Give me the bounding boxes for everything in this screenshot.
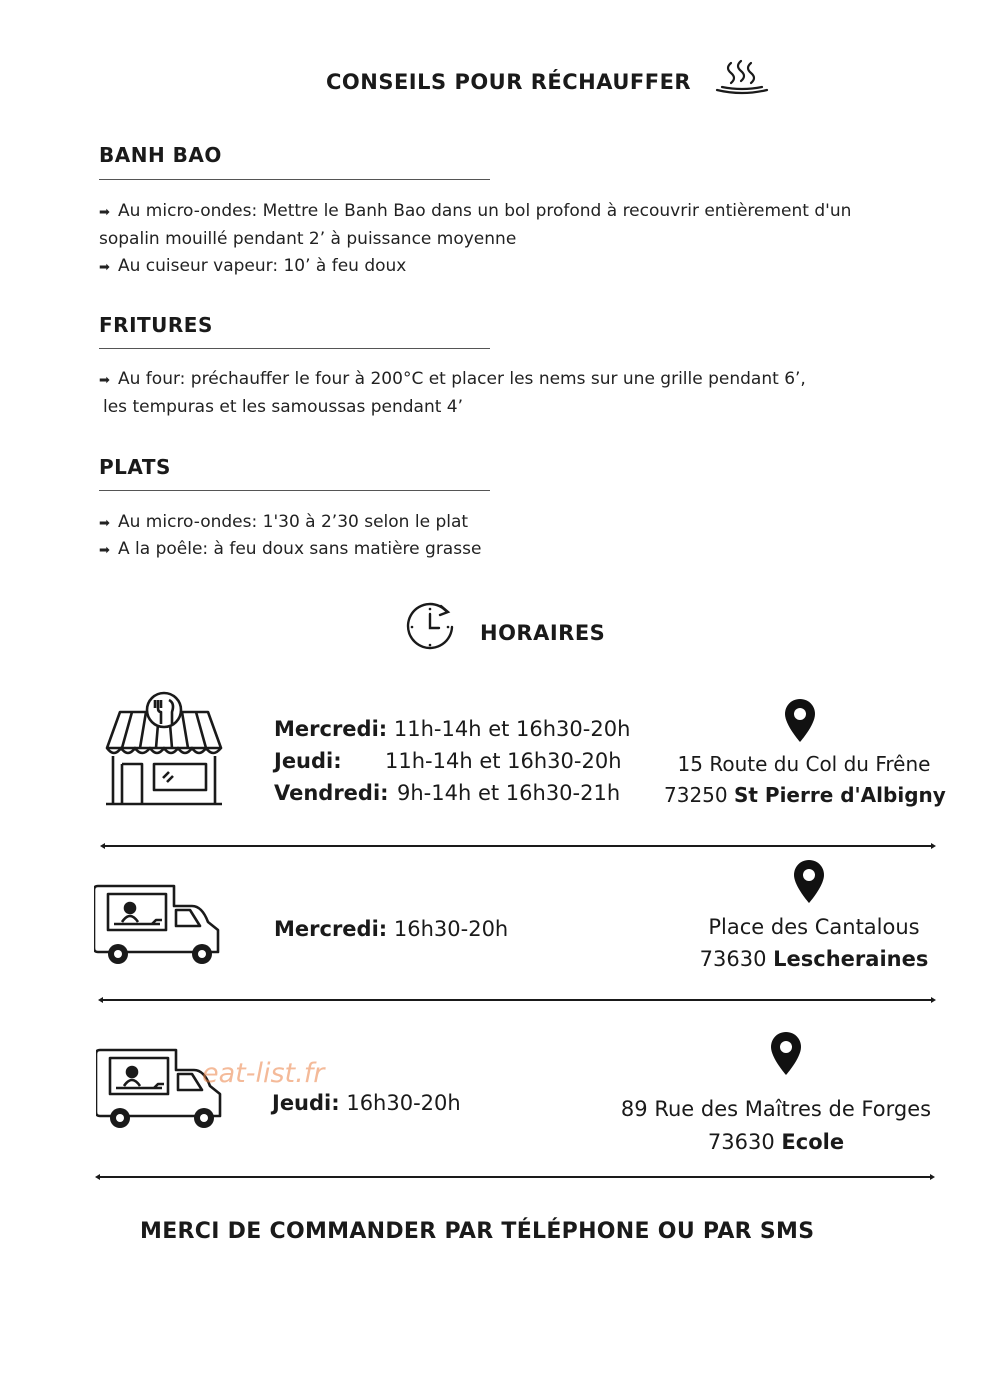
address-city-line: 73630 Ecole bbox=[707, 1130, 845, 1154]
steam-icon bbox=[714, 57, 770, 97]
section-heading-fritures: FRITURES bbox=[99, 313, 213, 337]
order-notice: MERCI DE COMMANDER PAR TÉLÉPHONE OU PAR SMS bbox=[140, 1219, 815, 1244]
section-heading-plats: PLATS bbox=[99, 455, 171, 479]
arrow-right-icon: ➡ bbox=[99, 373, 110, 388]
tip-line: ➡ Au cuiseur vapeur: 10’ à feu doux bbox=[99, 252, 406, 282]
time-range: 11h-14h et 16h30-20h bbox=[393, 717, 631, 741]
address-street: 15 Route du Col du Frêne bbox=[677, 752, 931, 776]
map-pin-icon bbox=[770, 1031, 802, 1077]
day-label: Jeudi: bbox=[274, 749, 342, 773]
schedule-row bbox=[272, 1087, 461, 1119]
section-divider bbox=[99, 179, 490, 180]
shop-icon bbox=[103, 688, 225, 810]
tip-line: ➡ Au micro-ondes: Mettre le Banh Bao dans un bol profond à recouvrir entièrement d'un bbox=[99, 197, 851, 227]
address-city-line: 73250 St Pierre d'Albigny bbox=[664, 783, 946, 807]
arrow-right-icon: ➡ bbox=[99, 260, 110, 275]
map-pin-icon bbox=[793, 859, 825, 905]
day-label: Vendredi: bbox=[274, 781, 389, 805]
day-label: Jeudi: bbox=[272, 1091, 340, 1115]
location-separator bbox=[102, 999, 932, 1001]
food-truck-icon bbox=[94, 880, 222, 968]
tip-line: les tempuras et les samoussas pendant 4’ bbox=[103, 397, 464, 417]
time-range: 16h30-20h bbox=[346, 1091, 461, 1115]
section-divider bbox=[99, 490, 490, 491]
map-pin-icon bbox=[784, 698, 816, 744]
section-heading-banh-bao: BANH BAO bbox=[99, 143, 222, 167]
arrow-right-icon: ➡ bbox=[99, 205, 110, 220]
address-street: Place des Cantalous bbox=[708, 915, 920, 939]
tip-line: sopalin mouillé pendant 2’ à puissance moyenne bbox=[99, 229, 517, 249]
day-label: Mercredi: bbox=[274, 717, 388, 741]
schedule-row bbox=[274, 777, 389, 809]
arrow-right-icon: ➡ bbox=[99, 516, 110, 531]
watermark: eat-list.fr bbox=[202, 1058, 325, 1089]
schedule-row bbox=[274, 913, 508, 945]
arrow-right-icon: ➡ bbox=[99, 543, 110, 558]
location-separator bbox=[99, 1176, 931, 1178]
time-range: 11h-14h et 16h30-20h bbox=[385, 749, 622, 773]
schedule-row bbox=[274, 745, 342, 777]
tip-line: ➡ Au four: préchauffer le four à 200°C et placer les nems sur une grille pendant 6’, bbox=[99, 365, 806, 395]
tip-line: ➡ A la poêle: à feu doux sans matière grasse bbox=[99, 535, 481, 565]
day-label: Mercredi: bbox=[274, 917, 388, 941]
location-separator bbox=[104, 845, 932, 847]
time-range: 16h30-20h bbox=[393, 917, 509, 941]
page-title: CONSEILS POUR RÉCHAUFFER bbox=[326, 70, 692, 94]
time-range: 9h-14h et 16h30-21h bbox=[397, 781, 621, 805]
address bbox=[664, 749, 944, 811]
tip-line: ➡ Au micro-ondes: 1'30 à 2’30 selon le plat bbox=[99, 508, 468, 538]
address bbox=[616, 1093, 936, 1159]
schedule-row bbox=[274, 713, 630, 745]
address bbox=[674, 911, 954, 975]
address-city-line: 73630 Lescheraines bbox=[699, 947, 929, 971]
clock-icon bbox=[403, 600, 457, 654]
hours-title: HORAIRES bbox=[480, 621, 606, 645]
address-street: 89 Rue des Maîtres de Forges bbox=[620, 1097, 932, 1121]
section-divider bbox=[99, 348, 490, 349]
